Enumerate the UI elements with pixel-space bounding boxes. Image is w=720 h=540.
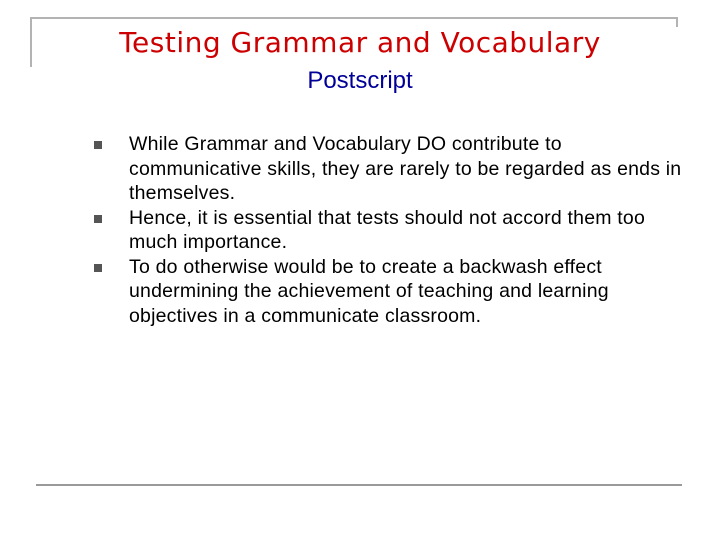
bullet-text: To do otherwise would be to create a backwash effect undermining the achievement of teaching and learning objectives in a communicate classroom. [129, 255, 609, 327]
bullet-item [92, 206, 692, 255]
square-bullet-icon [94, 215, 102, 223]
slide-subtitle: Postscript [307, 67, 413, 94]
square-bullet-icon [94, 264, 102, 272]
frame-bottom-line [36, 484, 682, 486]
square-bullet-icon [94, 141, 102, 149]
frame-top-line [30, 17, 678, 19]
bullet-item [92, 255, 692, 329]
slide-title: Testing Grammar and Vocabulary [119, 26, 601, 59]
bullet-item [92, 132, 692, 206]
bullet-text: While Grammar and Vocabulary DO contribute to communicative skills, they are rarely to be regarded as ends in themselves. [129, 133, 682, 204]
bullet-list [92, 132, 692, 328]
bullet-text: Hence, it is essential that tests should not accord them too much importance. [129, 206, 646, 253]
